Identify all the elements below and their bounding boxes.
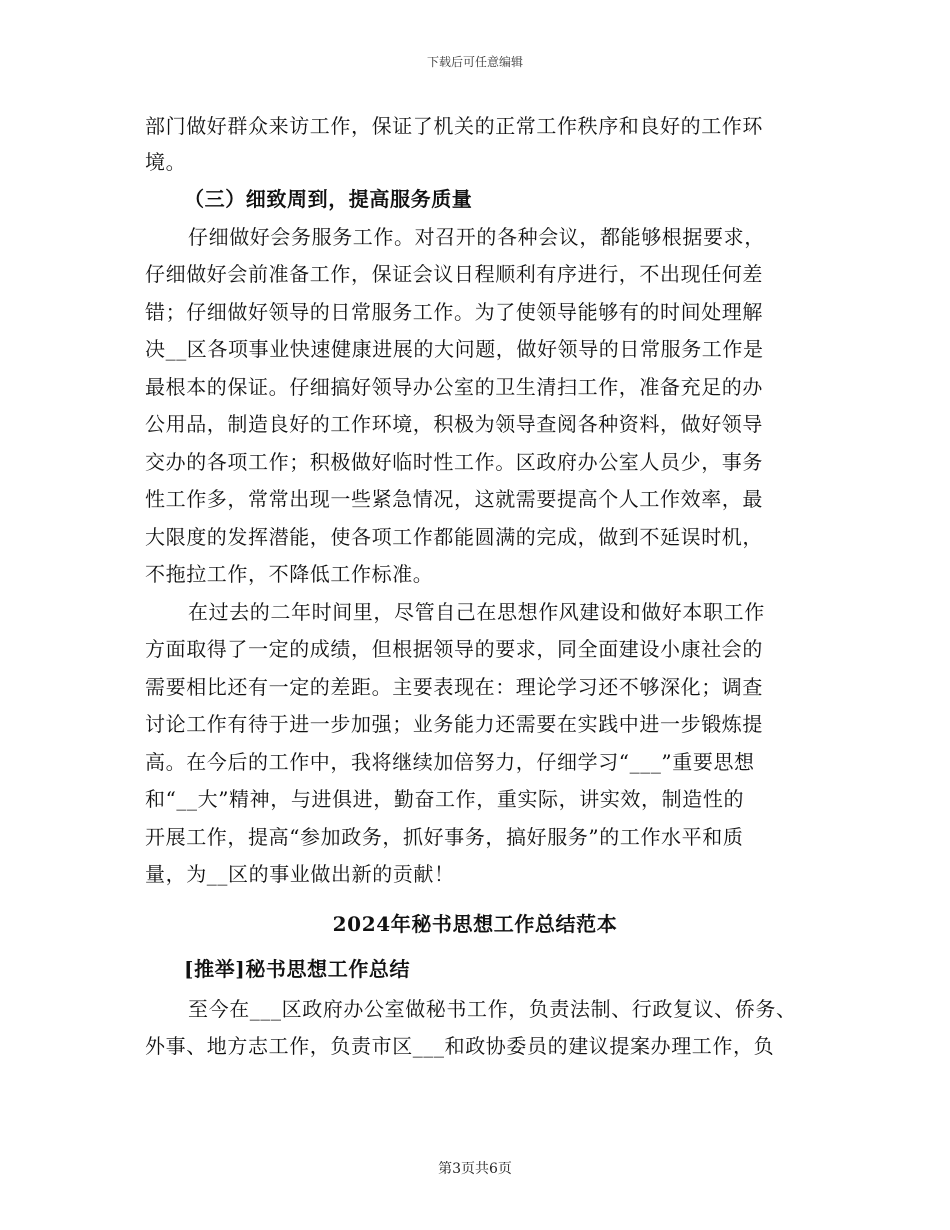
text-line-7: 决__区各项事业快速健康进展的大问题，做好领导的日常服务工作是 bbox=[145, 337, 764, 361]
page-footer: 第3页共6页 bbox=[438, 1161, 512, 1177]
text-line-9: 公用品，制造良好的工作环境，积极为领导查阅各种资料，做好领导 bbox=[145, 412, 763, 436]
text-line-12: 大限度的发挥潜能，使各项工作都能圆满的完成，做到不延误时机， bbox=[145, 525, 763, 549]
document-title: 2024年秘书思想工作总结范本 bbox=[332, 912, 618, 936]
subtitle: [推举]秘书思想工作总结 bbox=[184, 957, 411, 981]
text-line-14: 在过去的二年时间里，尽管自己在思想作风建设和做好本职工作 bbox=[188, 600, 765, 624]
page-header: 下载后可任意编辑 bbox=[426, 55, 523, 69]
text-line-10: 交办的各项工作；积极做好临时性工作。区政府办公室人员少，事务 bbox=[145, 450, 763, 474]
text-line-15: 方面取得了一定的成绩，但根据领导的要求，同全面建设小康社会的 bbox=[145, 637, 763, 661]
text-line-8: 最根本的保证。仔细搞好领导办公室的卫生清扫工作，准备充足的办 bbox=[145, 375, 763, 399]
text-line-13: 不拖拉工作，不降低工作标准。 bbox=[145, 562, 434, 586]
text-line-21: 量，为__区的事业做出新的贡献！ bbox=[145, 862, 455, 886]
text-line-5: 仔细做好会前准备工作，保证会议日程顺利有序进行，不出现任何差 bbox=[145, 262, 763, 286]
text-line-11: 性工作多，常常出现一些紧急情况，这就需要提高个人工作效率，最 bbox=[145, 487, 763, 511]
text-line-2: 境。 bbox=[145, 150, 187, 174]
text-line-1: 部门做好群众来访工作，保证了机关的正常工作秩序和良好的工作环 bbox=[145, 114, 763, 138]
section-heading: （三）细致周到，提高服务质量 bbox=[184, 187, 473, 211]
text-line-18: 高。在今后的工作中，我将继续加倍努力，仔细学习“___”重要思想 bbox=[145, 750, 755, 774]
text-line-25: 外事、地方志工作，负责市区___和政协委员的建议提案办理工作，负 bbox=[145, 1034, 775, 1058]
text-line-24: 至今在___区政府办公室做秘书工作，负责法制、行政复议、侨务、 bbox=[188, 997, 797, 1021]
text-line-16: 需要相比还有一定的差距。主要表现在：理论学习还不够深化；调查 bbox=[145, 675, 763, 699]
text-line-20: 开展工作，提高“参加政务，抓好事务，搞好服务”的工作水平和质 bbox=[145, 825, 744, 849]
text-line-17: 讨论工作有待于进一步加强；业务能力还需要在实践中进一步锻炼提 bbox=[145, 712, 763, 736]
text-line-4: 仔细做好会务服务工作。对召开的各种会议，都能够根据要求， bbox=[188, 225, 765, 249]
text-line-19: 和“__大”精神，与进俱进，勤奋工作，重实际，讲实效，制造性的 bbox=[145, 787, 745, 811]
text-line-6: 错；仔细做好领导的日常服务工作。为了使领导能够有的时间处理解 bbox=[145, 300, 763, 324]
